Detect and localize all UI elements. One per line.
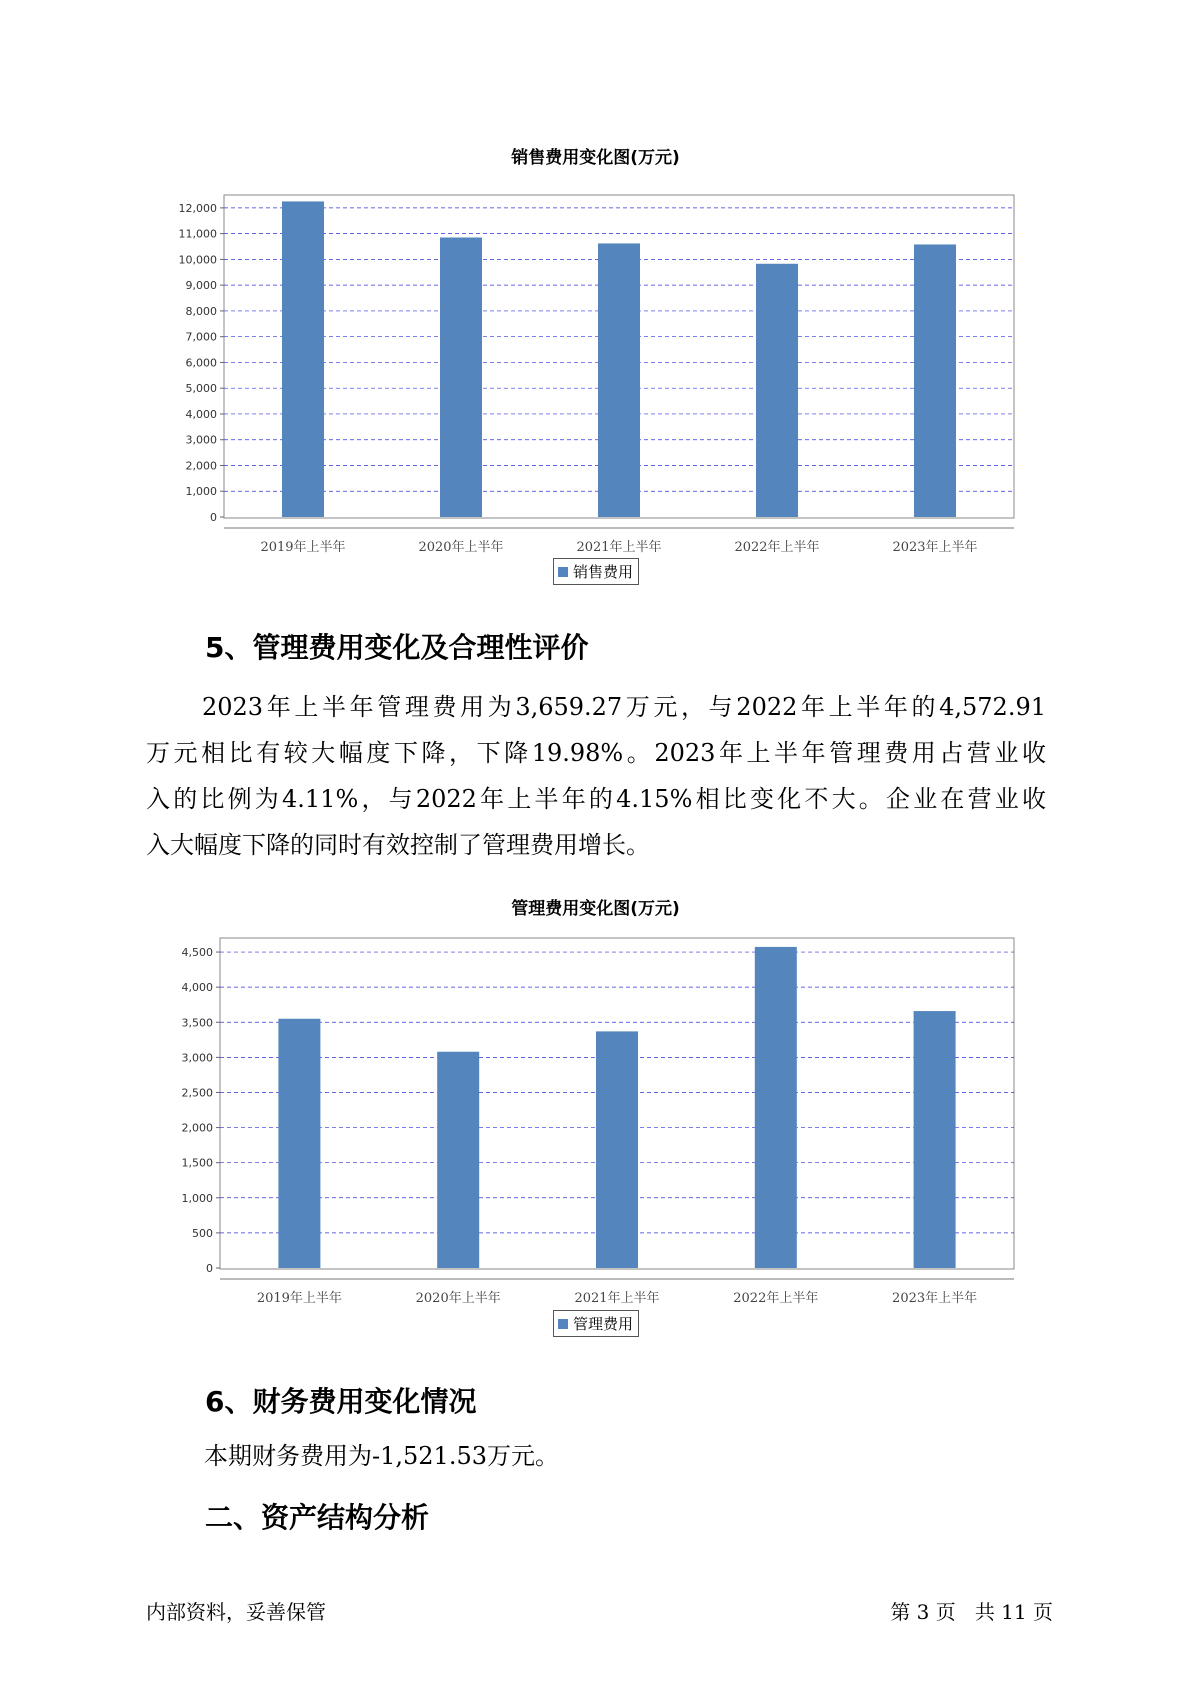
x-tick-label: 2022年上半年: [733, 1291, 819, 1305]
asset-structure-heading: 二、资产结构分析: [205, 1501, 430, 1534]
y-tick-label: 2,500: [181, 1086, 213, 1100]
bar: [755, 947, 797, 1268]
legend-swatch: [558, 567, 568, 577]
admin-expense-heading: 5、管理费用变化及合理性评价: [205, 631, 589, 664]
y-tick-label: 4,000: [185, 407, 217, 421]
y-tick-label: 5,000: [185, 382, 217, 396]
y-tick-label: 0: [210, 511, 217, 524]
y-tick-label: 11,000: [178, 227, 217, 241]
y-tick-label: 4,000: [181, 981, 213, 995]
sales-expense-chart: [0, 185, 1191, 555]
y-tick-label: 3,000: [185, 433, 217, 447]
bar: [282, 201, 324, 517]
chart2-legend: [553, 1310, 639, 1337]
x-tick-label: 2021年上半年: [574, 1291, 660, 1305]
y-tick-label: 0: [206, 1262, 213, 1275]
x-tick-label: 2022年上半年: [734, 540, 820, 555]
chart1-legend-label: 销售费用: [573, 563, 634, 581]
finance-expense-paragraph: [146, 1433, 1046, 1479]
y-tick-label: 8,000: [185, 304, 217, 318]
paragraph-line: 2023年上半年管理费用为3,659.27万元，与2022年上半年的4,572.91: [202, 693, 1046, 721]
chart1-legend: [553, 558, 639, 585]
bar: [596, 1031, 638, 1268]
y-tick-label: 500: [192, 1226, 213, 1240]
bar: [440, 238, 482, 517]
paragraph-line: 本期财务费用为-1,521.53万元。: [204, 1442, 559, 1470]
bar: [278, 1019, 320, 1268]
paragraph-line: 入的比例为4.11%，与2022年上半年的4.15%相比变化不大。企业在营业收: [146, 785, 1046, 813]
legend-swatch: [558, 1319, 568, 1329]
chart2-title: 管理费用变化图(万元): [511, 899, 680, 919]
footer-right: 第 3 页 共 11 页: [890, 1600, 1053, 1624]
chart1-title: 销售费用变化图(万元): [511, 148, 680, 168]
bar: [437, 1052, 479, 1268]
x-tick-label: 2023年上半年: [892, 540, 978, 555]
y-tick-label: 10,000: [178, 253, 217, 267]
admin-expense-paragraph: [146, 684, 1046, 868]
y-tick-label: 3,000: [181, 1051, 213, 1065]
x-tick-label: 2020年上半年: [418, 540, 504, 555]
y-tick-label: 2,000: [185, 459, 217, 473]
bar: [914, 1011, 956, 1268]
admin-expense-chart: [0, 935, 1191, 1305]
finance-expense-heading: 6、财务费用变化情况: [205, 1385, 477, 1418]
y-tick-label: 3,500: [181, 1016, 213, 1030]
x-tick-label: 2019年上半年: [260, 540, 346, 555]
y-tick-label: 9,000: [185, 279, 217, 293]
chart2-legend-label: 管理费用: [573, 1315, 634, 1333]
y-tick-label: 1,000: [181, 1191, 213, 1205]
x-tick-label: 2023年上半年: [892, 1291, 978, 1305]
paragraph-line: 入大幅度下降的同时有效控制了管理费用增长。: [146, 831, 650, 859]
y-tick-label: 1,500: [181, 1156, 213, 1170]
bar: [914, 244, 956, 517]
x-tick-label: 2019年上半年: [256, 1291, 342, 1305]
x-tick-label: 2021年上半年: [576, 540, 662, 555]
y-tick-label: 7,000: [185, 330, 217, 344]
bar: [598, 243, 640, 517]
bar: [756, 264, 798, 517]
y-tick-label: 4,500: [181, 946, 213, 960]
x-tick-label: 2020年上半年: [415, 1291, 501, 1305]
y-tick-label: 12,000: [178, 201, 217, 215]
footer-left: 内部资料，妥善保管: [146, 1600, 326, 1624]
y-tick-label: 1,000: [185, 485, 217, 499]
y-tick-label: 6,000: [185, 356, 217, 370]
y-tick-label: 2,000: [181, 1121, 213, 1135]
paragraph-line: 万元相比有较大幅度下降，下降19.98%。2023年上半年管理费用占营业收: [146, 739, 1046, 767]
